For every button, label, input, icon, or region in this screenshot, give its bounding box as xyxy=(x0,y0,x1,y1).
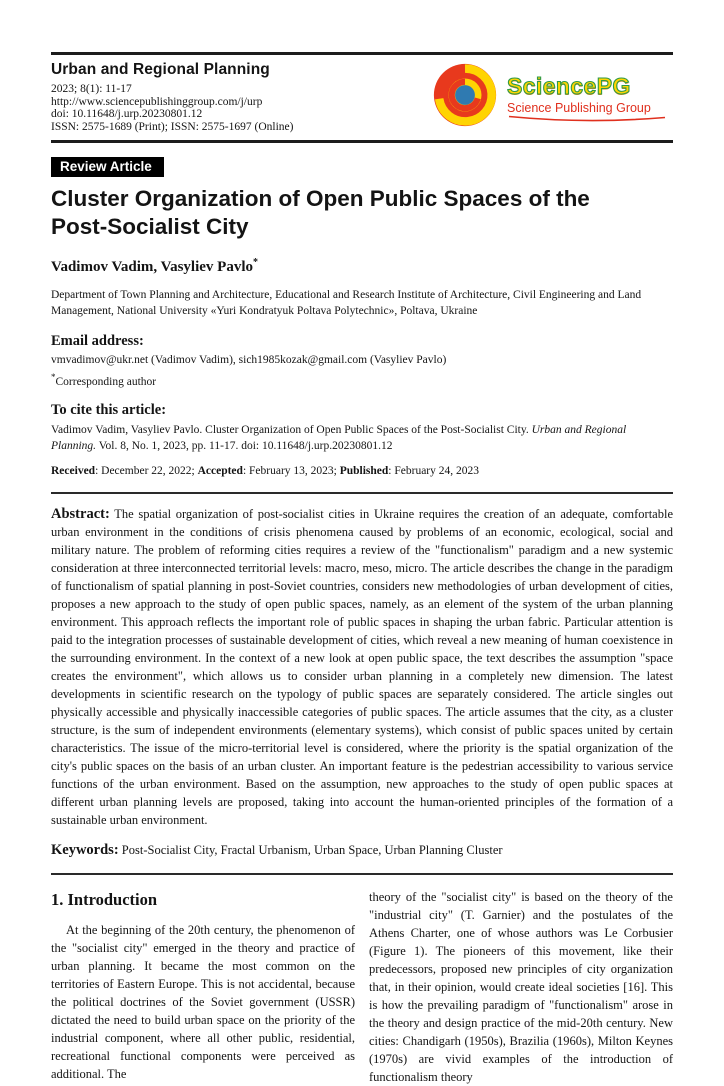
publisher-logo-text xyxy=(507,74,667,122)
keywords: Keywords: Post-Socialist City, Fractal Urbanism, Urban Space, Urban Planning Cluster xyxy=(51,842,503,859)
article-title: Cluster Organization of Open Public Spaces of the Post-Socialist City xyxy=(51,186,590,240)
citation-journal-name: Urban and Regional Planning. xyxy=(51,424,627,453)
journal-issue: 2023; 8(1): 11-17 xyxy=(51,83,132,95)
publisher-brand: SciencePG xyxy=(507,72,631,99)
introduction-paragraph-right: theory of the "socialist city" is based on the theory of the "industrial city" (T. Garnier) and the postulates of the Athens Charter, one of whose authors was Le Corbusier (Figure 1). The pioneers of this movement, like their predecessors, proposed new principles of city organization that, in their opinion, would create ideal societies [16]. This is how the prevailing paradigm of "functionalism" arose in the theory and design practice of the mid-20th century. New cities: Chandigarh (1950s), Brazilia (1960s), Milton Keynes (1970s) are vivid examples of the introduction of functionalism theory xyxy=(369,890,673,1085)
journal-doi: doi: 10.11648/j.urp.20230801.12 xyxy=(51,108,203,121)
corresponding-author-note: *Corresponding author xyxy=(51,372,157,389)
article-type-badge: Review Article xyxy=(51,157,164,177)
journal-info xyxy=(51,61,293,133)
affiliation: Department of Town Planning and Architecture, Educational and Research Institute of Architecture, Civil Engineering and Land Management, National University «Yuri Kondratyuk Poltava Polytechnic», Poltava, Ukraine xyxy=(51,289,642,317)
published-label: Published xyxy=(339,465,389,478)
left-column xyxy=(51,888,355,1086)
abstract-rule-top xyxy=(51,492,673,494)
corresponding-note-mark: * xyxy=(51,372,56,383)
authors-line xyxy=(51,257,673,276)
journal-header xyxy=(51,55,673,140)
logo-swoosh xyxy=(507,115,667,122)
article-dates: Received: December 22, 2022; Accepted: February 13, 2023; Published: February 24, 2023 xyxy=(51,465,480,478)
keywords-label: Keywords: xyxy=(51,842,119,859)
abstract-label: Abstract: xyxy=(51,506,110,523)
abstract: Abstract: The spatial organization of post-socialist cities in Ukraine requires the creation of an adequate, comfortable urban environment in the conditions of crisis phenomena caused by problems of an economic, ecological, social and military nature. The problem of reforming cities requires a review of the "functionalism" paradigm and a new systemic consideration at three interconnected territorial levels: macro, meso, micro. The article describes the change in the paradigm of functionalism of spatial planning in post-Soviet countries, considers new methodologies of urban development of cities, proposes a new approach to the study of open public spaces, namely, as an element of the system of the urban planning environment. This approach reflects the important role of public spaces in shaping the urban fabric. Particular attention is paid to the integration processes of sustainable development of cities, which reveal a new meaning of human coexistence in the surrounding environment. In the context of a new look at open public space, the text describes the assumption "space creates the environment", which allows us to consider urban planning in a completely new dimension. The latest developments in scientific research on the typology of public spaces are separately considered. The article singles out physically accessible and physically inaccessible categories of public spaces. The article assumes that the city, as a cluster structure, is the sum of independent environments (elementary systems), which consist of public spaces united by certain characteristics. The issue of the micro-territorial level is considered, where the priority is the spatial organization of the city's public spaces on the basis of an urban cluster. An important feature is the pedestrian accessibility to various service functions of the urban environment. Based on the assumption, new approaches to the study of open public spaces at different urban planning levels are proposed, taking into account the human-oriented principles of the formation of a sustainable urban environment. xyxy=(51,506,673,828)
corresponding-author-mark: * xyxy=(253,257,258,269)
accepted-label: Accepted xyxy=(197,465,243,478)
right-column xyxy=(369,888,673,1086)
authors: Vadimov Vadim, Vasyliev Pavlo xyxy=(51,259,253,276)
section-heading-introduction: 1. Introduction xyxy=(51,890,158,910)
journal-url: http://www.sciencepublishinggroup.com/j/urp xyxy=(51,95,263,108)
received-label: Received xyxy=(51,465,96,478)
body-rule-top xyxy=(51,873,673,875)
two-column-body xyxy=(51,888,673,1086)
journal-issn: ISSN: 2575-1689 (Print); ISSN: 2575-1697 (Online) xyxy=(51,120,294,133)
email-heading: Email address: xyxy=(51,333,144,350)
publisher-subtitle: Science Publishing Group xyxy=(507,100,651,115)
publisher-logo xyxy=(432,62,673,133)
email-addresses: vmvadimov@ukr.net (Vadimov Vadim), sich1985kozak@gmail.com (Vasyliev Pavlo) xyxy=(51,354,447,367)
journal-title: Urban and Regional Planning xyxy=(51,61,270,78)
introduction-paragraph-left: At the beginning of the 20th century, the phenomenon of the "socialist city" emerged in the theory and practice of urban planning. It became the most common on the territories of Eastern Europe. This is not accidental, because the political doctrines of the Soviet government (USSR) dictated the need to build urban space on the priority of the industrial component, where all other public, residential, recreational functional components were perceived as additional. The xyxy=(51,923,355,1082)
sciencepg-globe-icon xyxy=(432,62,498,133)
citation: Vadimov Vadim, Vasyliev Pavlo. Cluster Organization of Open Public Spaces of the Post-Socialist City. Urban and Regional Planning. Vol. 8, No. 1, 2023, pp. 11-17. doi: 10.11648/j.urp.20230801.12 xyxy=(51,424,627,453)
cite-heading: To cite this article: xyxy=(51,402,167,419)
